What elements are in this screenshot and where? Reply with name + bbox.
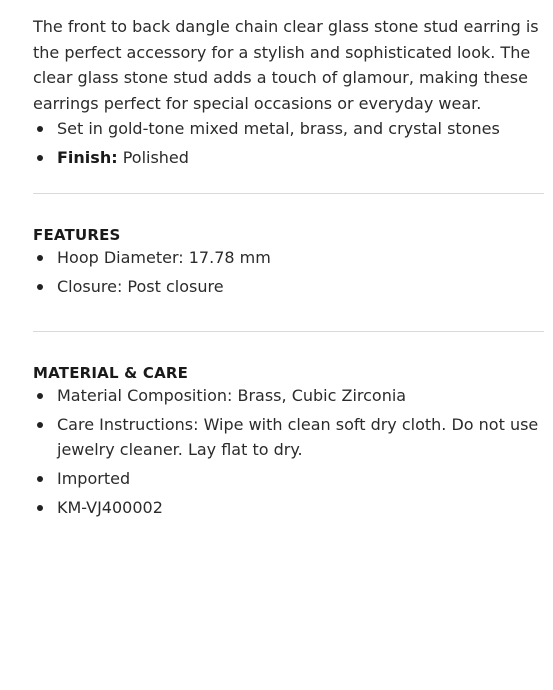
list-item (33, 495, 544, 520)
list-item-text: Closure: Post closure (57, 277, 224, 296)
section-divider (33, 331, 544, 332)
list-item-text: Imported (57, 469, 131, 488)
bullet-icon (37, 422, 43, 428)
bullet-icon (37, 476, 43, 482)
list-item-text: Material Composition: Brass, Cubic Zirconia (57, 386, 407, 405)
product-description: The front to back dangle chain clear glass stone stud earring is the perfect accessory for a stylish and sophisticated look. The clear glass stone stud adds a touch of glamour, making these earrings perfect for special occasions or everyday wear. (33, 17, 539, 113)
section-divider (33, 193, 544, 194)
finish-label: Finish: (57, 148, 118, 167)
bullet-icon (37, 126, 43, 132)
material-care-heading: MATERIAL & CARE (33, 364, 189, 382)
list-item-text: KM-VJ400002 (57, 498, 163, 517)
list-item-text: Set in gold-tone mixed metal, brass, and crystal stones (57, 119, 500, 138)
features-list (33, 245, 544, 299)
list-item (33, 274, 544, 299)
bullet-icon (37, 155, 43, 161)
bullet-icon (37, 255, 43, 261)
bullet-icon (37, 505, 43, 511)
list-item (33, 466, 544, 491)
material-care-list (33, 383, 544, 520)
list-item (33, 116, 544, 141)
list-item-text: Hoop Diameter: 17.78 mm (57, 248, 271, 267)
finish-value: Polished (117, 148, 189, 167)
bullet-icon (37, 393, 43, 399)
product-details (33, 14, 544, 524)
highlights-list (33, 116, 544, 170)
list-item (33, 145, 544, 170)
list-item (33, 245, 544, 270)
bullet-icon (37, 284, 43, 290)
list-item-text: Care Instructions: Wipe with clean soft dry cloth. Do not use jewelry cleaner. Lay flat to dry. (57, 415, 539, 459)
list-item (33, 412, 544, 462)
features-heading: FEATURES (33, 226, 121, 244)
list-item (33, 383, 544, 408)
